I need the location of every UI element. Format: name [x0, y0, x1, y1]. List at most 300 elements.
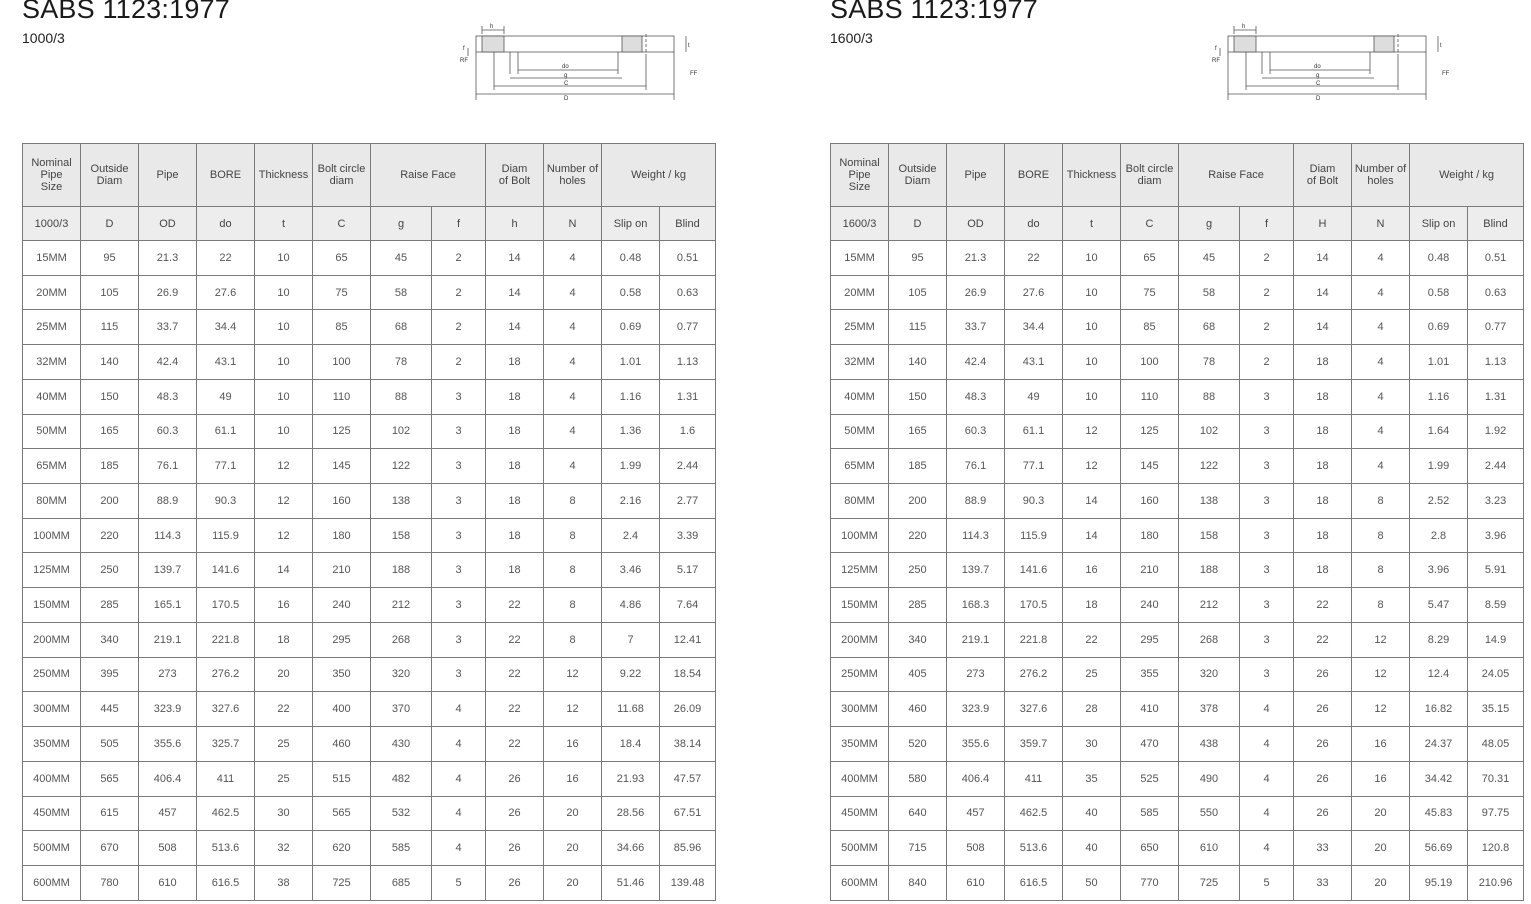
table-cell: 16	[1352, 761, 1410, 796]
table-cell: 2	[432, 310, 486, 345]
table-cell: 457	[947, 796, 1005, 831]
label-d: D	[564, 96, 569, 102]
table-cell: 0.69	[602, 310, 660, 345]
label-d: D	[1316, 96, 1321, 102]
table-cell: 9.22	[602, 657, 660, 692]
label-h: h	[1242, 24, 1246, 30]
table-cell: 24.37	[1410, 727, 1468, 762]
table-cell: 26	[486, 796, 544, 831]
table-row	[831, 865, 1524, 900]
table-cell: 97.75	[1468, 796, 1524, 831]
table-cell: 16	[255, 588, 313, 623]
table-cell: 300MM	[23, 692, 81, 727]
header-outside: Outside Diam	[889, 144, 947, 207]
table-cell: 4	[432, 727, 486, 762]
table-cell: 580	[889, 761, 947, 796]
table-row	[831, 588, 1524, 623]
table-cell: 22	[486, 588, 544, 623]
table-cell: 0.48	[602, 241, 660, 276]
subheader-cell: do	[197, 207, 255, 241]
table-row	[831, 761, 1524, 796]
table-cell: 327.6	[197, 692, 255, 727]
table-cell: 22	[1294, 622, 1352, 657]
table-cell: 90.3	[1005, 484, 1063, 519]
label-g: g	[1316, 73, 1320, 79]
table-cell: 80MM	[831, 484, 889, 519]
table-cell: 513.6	[1005, 831, 1063, 866]
table-cell: 2	[432, 275, 486, 310]
table-cell: 4	[1352, 275, 1410, 310]
table-cell: 219.1	[139, 622, 197, 657]
table-cell: 406.4	[947, 761, 1005, 796]
table-cell: 141.6	[197, 553, 255, 588]
table-cell: 4	[1352, 379, 1410, 414]
table-cell: 770	[1121, 865, 1179, 900]
table-row	[831, 449, 1524, 484]
table-cell: 49	[197, 379, 255, 414]
table-cell: 1.92	[1468, 414, 1524, 449]
table-cell: 725	[1179, 865, 1240, 900]
subheader-cell: 1000/3	[23, 207, 81, 241]
table-cell: 565	[313, 796, 371, 831]
table-cell: 61.1	[197, 414, 255, 449]
table-cell: 48.3	[947, 379, 1005, 414]
table-cell: 22	[486, 657, 544, 692]
table-cell: 438	[1179, 727, 1240, 762]
header-pipe: Pipe	[947, 144, 1005, 207]
table-cell: 505	[81, 727, 139, 762]
table-cell: 11.68	[602, 692, 660, 727]
table-cell: 219.1	[947, 622, 1005, 657]
table-cell: 411	[197, 761, 255, 796]
label-ff: FF	[690, 71, 698, 77]
table-cell: 185	[889, 449, 947, 484]
table-cell: 12.41	[660, 622, 716, 657]
subheader-cell: N	[544, 207, 602, 241]
table-cell: 5.17	[660, 553, 716, 588]
table-cell: 3	[1240, 622, 1294, 657]
table-cell: 4	[1240, 727, 1294, 762]
table-cell: 8	[544, 553, 602, 588]
table-row	[23, 241, 716, 276]
table-row	[23, 588, 716, 623]
table-cell: 22	[255, 692, 313, 727]
table-cell: 460	[889, 692, 947, 727]
table-cell: 295	[313, 622, 371, 657]
table-cell: 85	[1121, 310, 1179, 345]
table-cell: 285	[889, 588, 947, 623]
table-cell: 26	[1294, 692, 1352, 727]
table-cell: 395	[81, 657, 139, 692]
table-cell: 14	[1063, 518, 1121, 553]
table-cell: 1.99	[602, 449, 660, 484]
table-cell: 5	[432, 865, 486, 900]
table-cell: 150	[889, 379, 947, 414]
table-cell: 45	[371, 241, 432, 276]
header-raise-face: Raise Face	[1179, 144, 1294, 207]
table-cell: 26	[486, 831, 544, 866]
panel-subtitle: 1000/3	[22, 30, 65, 46]
table-cell: 268	[371, 622, 432, 657]
table-cell: 58	[1179, 275, 1240, 310]
table-cell: 0.77	[1468, 310, 1524, 345]
table-cell: 95	[81, 241, 139, 276]
table-row	[831, 727, 1524, 762]
table-cell: 4	[1352, 310, 1410, 345]
label-f: f	[463, 46, 465, 52]
table-cell: 220	[889, 518, 947, 553]
table-cell: 12	[1063, 449, 1121, 484]
table-cell: 28.56	[602, 796, 660, 831]
flange-diagram	[1212, 20, 1452, 108]
table-cell: 8	[1352, 588, 1410, 623]
table-cell: 1.64	[1410, 414, 1468, 449]
table-cell: 22	[1063, 622, 1121, 657]
table-cell: 2	[1240, 275, 1294, 310]
table-cell: 150MM	[23, 588, 81, 623]
table-cell: 51.46	[602, 865, 660, 900]
table-cell: 359.7	[1005, 727, 1063, 762]
table-cell: 10	[255, 345, 313, 380]
table-cell: 2.77	[660, 484, 716, 519]
table-cell: 18	[486, 414, 544, 449]
table-cell: 38	[255, 865, 313, 900]
table-cell: 35.15	[1468, 692, 1524, 727]
table-row	[831, 310, 1524, 345]
table-row	[23, 275, 716, 310]
subheader-row	[831, 207, 1524, 241]
subheader-cell: g	[1179, 207, 1240, 241]
table-cell: 22	[197, 241, 255, 276]
table-cell: 12	[544, 657, 602, 692]
table-cell: 3.39	[660, 518, 716, 553]
table-cell: 33	[1294, 865, 1352, 900]
table-cell: 10	[1063, 275, 1121, 310]
table-cell: 0.63	[1468, 275, 1524, 310]
table-cell: 12	[1352, 657, 1410, 692]
table-cell: 10	[1063, 241, 1121, 276]
table-cell: 125MM	[23, 553, 81, 588]
table-cell: 8.59	[1468, 588, 1524, 623]
table-cell: 65	[1121, 241, 1179, 276]
table-cell: 65MM	[831, 449, 889, 484]
table-cell: 65MM	[23, 449, 81, 484]
table-cell: 3	[432, 518, 486, 553]
table-cell: 4	[1352, 345, 1410, 380]
table-cell: 14	[1294, 241, 1352, 276]
table-cell: 18	[1294, 345, 1352, 380]
table-cell: 40	[1063, 796, 1121, 831]
table-cell: 26	[1294, 657, 1352, 692]
table-cell: 18	[486, 345, 544, 380]
table-cell: 0.77	[660, 310, 716, 345]
table-cell: 1.01	[1410, 345, 1468, 380]
table-row	[23, 345, 716, 380]
table-cell: 18	[486, 484, 544, 519]
table-cell: 18	[1294, 379, 1352, 414]
table-cell: 3	[1240, 414, 1294, 449]
subheader-cell: f	[1240, 207, 1294, 241]
table-cell: 68	[1179, 310, 1240, 345]
table-cell: 4	[544, 449, 602, 484]
table-cell: 14	[486, 275, 544, 310]
table-cell: 15MM	[831, 241, 889, 276]
table-cell: 3	[1240, 553, 1294, 588]
table-cell: 30	[1063, 727, 1121, 762]
table-cell: 14	[486, 310, 544, 345]
table-cell: 460	[313, 727, 371, 762]
table-cell: 61.1	[1005, 414, 1063, 449]
table-row	[23, 484, 716, 519]
table-cell: 35	[1063, 761, 1121, 796]
table-cell: 273	[947, 657, 1005, 692]
table-cell: 210.96	[1468, 865, 1524, 900]
table-cell: 250	[81, 553, 139, 588]
table-cell: 200MM	[23, 622, 81, 657]
table-cell: 4	[544, 310, 602, 345]
table-cell: 25	[1063, 657, 1121, 692]
table-cell: 565	[81, 761, 139, 796]
header-thickness: Thickness	[1063, 144, 1121, 207]
header-nominal: Nominal Pipe Size	[831, 144, 889, 207]
table-cell: 114.3	[139, 518, 197, 553]
table-cell: 115	[889, 310, 947, 345]
table-cell: 515	[313, 761, 371, 796]
table-cell: 490	[1179, 761, 1240, 796]
table-cell: 50	[1063, 865, 1121, 900]
table-cell: 125	[313, 414, 371, 449]
table-cell: 327.6	[1005, 692, 1063, 727]
table-body	[831, 241, 1524, 901]
label-c: C	[564, 81, 569, 87]
table-cell: 1.13	[1468, 345, 1524, 380]
table-cell: 2	[1240, 241, 1294, 276]
table-cell: 125MM	[831, 553, 889, 588]
table-cell: 42.4	[139, 345, 197, 380]
table-cell: 3	[432, 622, 486, 657]
table-row	[831, 692, 1524, 727]
table-cell: 5.91	[1468, 553, 1524, 588]
table-cell: 457	[139, 796, 197, 831]
table-cell: 20	[544, 831, 602, 866]
table-cell: 48.3	[139, 379, 197, 414]
table-cell: 355	[1121, 657, 1179, 692]
table-cell: 3	[1240, 657, 1294, 692]
table-cell: 77.1	[1005, 449, 1063, 484]
table-cell: 508	[139, 831, 197, 866]
table-cell: 8	[544, 484, 602, 519]
header-thickness: Thickness	[255, 144, 313, 207]
subheader-cell: OD	[947, 207, 1005, 241]
table-cell: 585	[1121, 796, 1179, 831]
table-cell: 34.4	[1005, 310, 1063, 345]
table-cell: 221.8	[1005, 622, 1063, 657]
label-g: g	[564, 73, 568, 79]
table-cell: 21.93	[602, 761, 660, 796]
table-cell: 2	[432, 241, 486, 276]
table-cell: 22	[486, 692, 544, 727]
table-cell: 21.3	[139, 241, 197, 276]
subheader-cell: Slip on	[602, 207, 660, 241]
label-h: h	[490, 24, 494, 30]
table-cell: 4	[1352, 449, 1410, 484]
table-cell: 85	[313, 310, 371, 345]
table-cell: 430	[371, 727, 432, 762]
table-cell: 2.44	[1468, 449, 1524, 484]
table-cell: 34.66	[602, 831, 660, 866]
table-cell: 276.2	[1005, 657, 1063, 692]
table-row	[831, 414, 1524, 449]
table-cell: 180	[1121, 518, 1179, 553]
table-cell: 95.19	[1410, 865, 1468, 900]
table-cell: 8	[1352, 484, 1410, 519]
table-cell: 2.44	[660, 449, 716, 484]
table-cell: 8	[1352, 518, 1410, 553]
table-cell: 138	[1179, 484, 1240, 519]
table-cell: 10	[1063, 345, 1121, 380]
header-diam-bolt: Diam of Bolt	[486, 144, 544, 207]
table-cell: 26	[486, 865, 544, 900]
table-cell: 3	[432, 414, 486, 449]
table-cell: 22	[486, 622, 544, 657]
label-rf: RF	[460, 58, 468, 64]
table-cell: 20MM	[23, 275, 81, 310]
table-cell: 77.1	[197, 449, 255, 484]
table-cell: 240	[313, 588, 371, 623]
table-cell: 165	[889, 414, 947, 449]
table-cell: 1.31	[660, 379, 716, 414]
table-cell: 33.7	[139, 310, 197, 345]
table-cell: 27.6	[197, 275, 255, 310]
table-cell: 4	[432, 692, 486, 727]
subheader-cell: 1600/3	[831, 207, 889, 241]
table-cell: 18	[1294, 449, 1352, 484]
table-cell: 8.29	[1410, 622, 1468, 657]
table-row	[831, 241, 1524, 276]
table-cell: 220	[81, 518, 139, 553]
table-cell: 616.5	[197, 865, 255, 900]
subheader-cell: D	[81, 207, 139, 241]
table-row	[831, 275, 1524, 310]
header-outside: Outside Diam	[81, 144, 139, 207]
table-cell: 320	[1179, 657, 1240, 692]
table-cell: 4	[1240, 761, 1294, 796]
header-nominal: Nominal Pipe Size	[23, 144, 81, 207]
table-cell: 14	[1294, 310, 1352, 345]
table-row	[831, 379, 1524, 414]
table-cell: 158	[371, 518, 432, 553]
table-cell: 325.7	[197, 727, 255, 762]
header-raise-face: Raise Face	[371, 144, 486, 207]
table-cell: 78	[1179, 345, 1240, 380]
table-cell: 188	[371, 553, 432, 588]
table-row	[831, 484, 1524, 519]
header-weight: Weight / kg	[602, 144, 716, 207]
table-cell: 610	[947, 865, 1005, 900]
table-row	[23, 692, 716, 727]
table-cell: 370	[371, 692, 432, 727]
table-cell: 323.9	[947, 692, 1005, 727]
table-cell: 2	[1240, 310, 1294, 345]
label-do: do	[562, 64, 569, 70]
table-cell: 210	[1121, 553, 1179, 588]
table-cell: 4	[544, 275, 602, 310]
table-cell: 610	[1179, 831, 1240, 866]
table-cell: 50MM	[831, 414, 889, 449]
table-cell: 25	[255, 727, 313, 762]
table-cell: 67.51	[660, 796, 716, 831]
table-cell: 10	[1063, 379, 1121, 414]
table-cell: 585	[371, 831, 432, 866]
subheader-cell: t	[255, 207, 313, 241]
table-cell: 18	[1294, 553, 1352, 588]
table-cell: 12	[1352, 622, 1410, 657]
table-cell: 8	[1352, 553, 1410, 588]
table-cell: 1.99	[1410, 449, 1468, 484]
table-cell: 165	[81, 414, 139, 449]
table-cell: 33	[1294, 831, 1352, 866]
table-cell: 16.82	[1410, 692, 1468, 727]
table-cell: 95	[889, 241, 947, 276]
table-cell: 40MM	[23, 379, 81, 414]
subheader-cell: do	[1005, 207, 1063, 241]
table-cell: 600MM	[831, 865, 889, 900]
table-cell: 3	[1240, 484, 1294, 519]
table-cell: 320	[371, 657, 432, 692]
flange-table	[22, 143, 716, 901]
table-cell: 378	[1179, 692, 1240, 727]
table-row	[23, 727, 716, 762]
table-cell: 350MM	[831, 727, 889, 762]
table-cell: 30	[255, 796, 313, 831]
table-cell: 180	[313, 518, 371, 553]
table-cell: 3.46	[602, 553, 660, 588]
table-cell: 16	[1063, 553, 1121, 588]
table-cell: 550	[1179, 796, 1240, 831]
table-cell: 0.58	[602, 275, 660, 310]
table-cell: 12	[255, 518, 313, 553]
table-cell: 3	[1240, 518, 1294, 553]
table-cell: 115.9	[197, 518, 255, 553]
table-cell: 75	[1121, 275, 1179, 310]
table-row	[23, 657, 716, 692]
table-cell: 18	[486, 518, 544, 553]
table-cell: 450MM	[23, 796, 81, 831]
table-cell: 250MM	[23, 657, 81, 692]
table-cell: 25MM	[23, 310, 81, 345]
table-cell: 400	[313, 692, 371, 727]
subheader-cell: Slip on	[1410, 207, 1468, 241]
table-cell: 3	[432, 588, 486, 623]
table-cell: 10	[255, 414, 313, 449]
table-cell: 4	[432, 761, 486, 796]
table-cell: 170.5	[1005, 588, 1063, 623]
panel-title: SABS 1123:1977	[830, 0, 1038, 24]
table-cell: 715	[889, 831, 947, 866]
table-cell: 16	[544, 727, 602, 762]
table-cell: 27.6	[1005, 275, 1063, 310]
table-cell: 4	[1352, 241, 1410, 276]
table-cell: 276.2	[197, 657, 255, 692]
table-cell: 500MM	[23, 831, 81, 866]
table-cell: 105	[889, 275, 947, 310]
table-cell: 168.3	[947, 588, 1005, 623]
table-cell: 42.4	[947, 345, 1005, 380]
table-cell: 532	[371, 796, 432, 831]
table-cell: 150	[81, 379, 139, 414]
table-cell: 355.6	[139, 727, 197, 762]
table-cell: 20	[544, 796, 602, 831]
